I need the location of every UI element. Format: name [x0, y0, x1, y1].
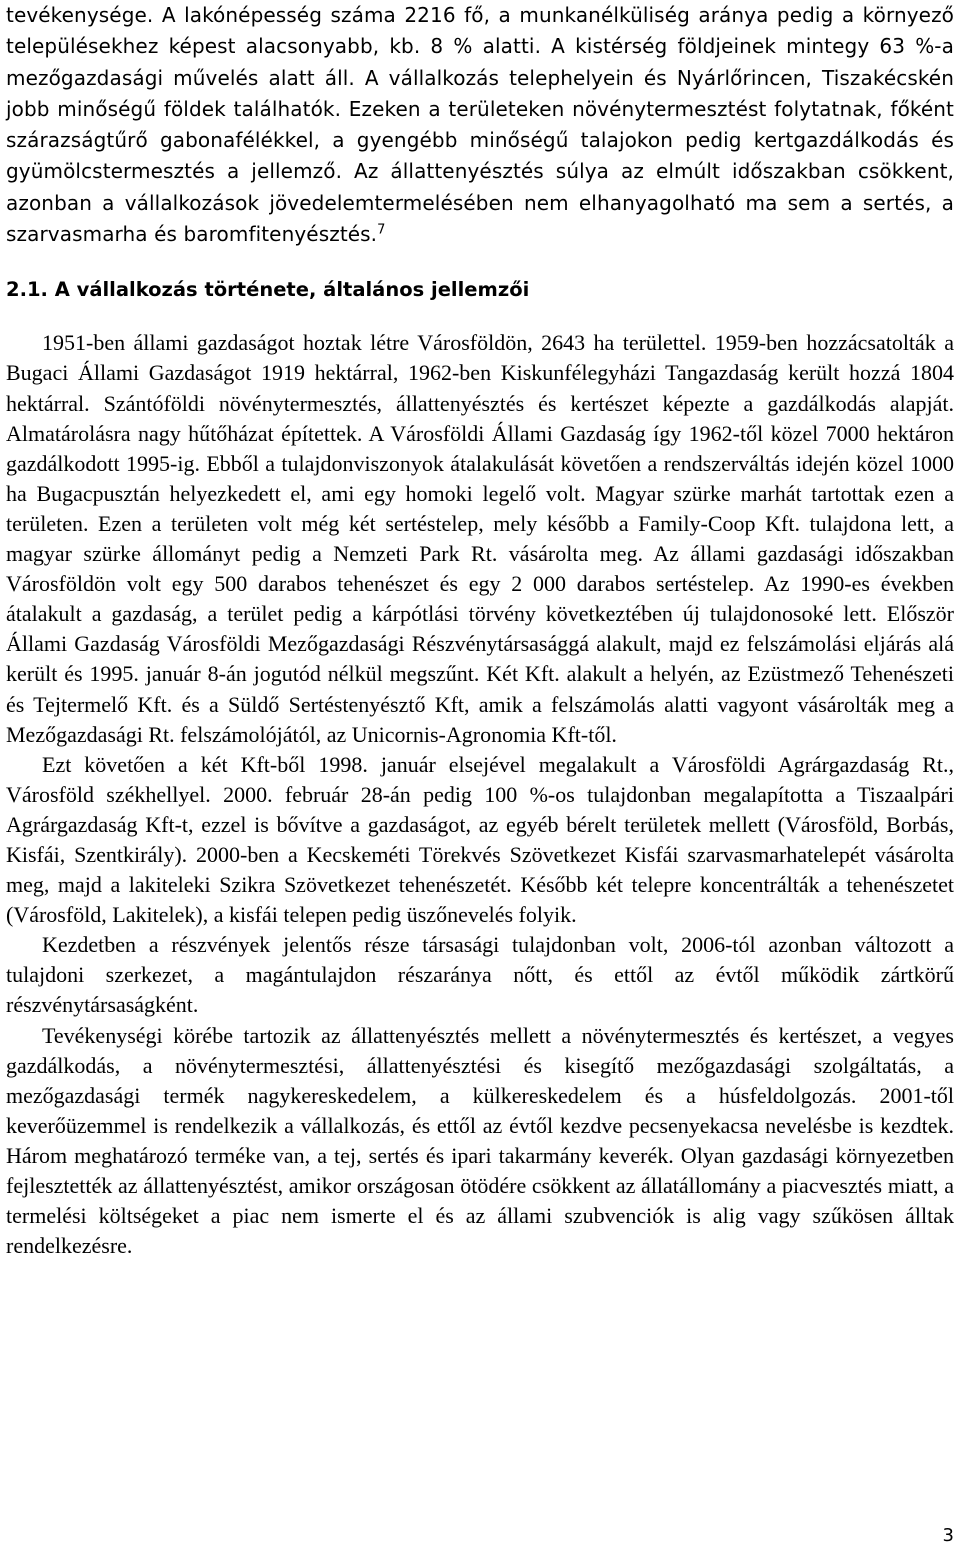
body-paragraph: Tevékenységi körébe tartozik az állattenyésztés mellett a növénytermesztés és kertészet, a vegyes gazdálkodás, a növénytermesztési, állattenyésztési és kisegítő mezőgazdasági szolgáltatás, a mezőgazdasági termék nagykereskedelem, a külkereskedelem és a húsfeldolgozás. 2001-től keverőüzemmel is rendelkezik a vállalkozás, és ettől az évtől kezdve pecsenyekacsa nevelésbe is kezdtek. Három meghatározó terméke van, a tej, sertés és ipari takarmány keverék. Olyan gazdasági környezetben fejlesztették az állattenyésztést, amikor országosan ötödére csökkent az állatállomány a piacvesztés miatt, a termelési költségeket a piac nem ismerte el és az állami szubvenciók is alig vagy szűkösen álltak rendelkezésre. — [6, 1022, 954, 1259]
intro-paragraph — [6, 0, 954, 250]
body-paragraph: Ezt követően a két Kft-ből 1998. január elsejével megalakult a Városföldi Agrárgazdaság Rt., Városföld székhellyel. 2000. február 28-án pedig 100 %-os tulajdonban megalapította a Tiszaalpári Agrárgazdaság Kft-t, ezzel is bővítve a gazdaságot, az egyéb bérelt területek mellett (Városföld, Borbás, Kisfái, Szentkirály). 2000-ben a Kecskeméti Törekvés Szövetkezet Kisfái szarvasmarhatelepét vásárolta meg, majd a lakiteleki Szikra Szövetkezet tehenészetét. Később két telepre koncentrálták a tehenészetet (Városföld, Lakitelek), a kisfái telepen pedig üszőnevelés folyik. — [6, 751, 954, 928]
intro-paragraph-text: tevékenysége. A lakónépesség száma 2216 fő, a munkanélküliség aránya pedig a környező településekhez képest alacsonyabb, kb. 8 % alatti. A kistérség földjeinek mintegy 63 %-a mezőgazdasági művelés alatt áll. A vállalkozás telephelyein és Nyárlőrincen, Tiszakécskén jobb minőségű földek találhatók. Ezeken a területeken növénytermesztést folytatnak, főként szárazságtűrő gabonafélékkel, a gyengébb minőségű talajokon pedig kertgazdálkodás és gyümölcstermesztés a jellemző. Az állattenyésztés súlya az elmúlt időszakban csökkent, azonban a vállalkozások jövedelemtermelésében nem elhanyagolható ma sem a sertés, a szarvasmarha és baromfitenyésztés. — [6, 3, 954, 247]
page-number: 3 — [942, 1525, 954, 1546]
body-paragraph: 1951-ben állami gazdaságot hoztak létre Városföldön, 2643 ha területtel. 1959-ben hozzácsatolták a Bugaci Állami Gazdaságot 1919 hektárral, 1962-ben Kiskunfélegyházi Tangazdaság került hozzá 1804 hektárral. Szántóföldi növénytermesztés, állattenyésztés és kertészet képezte a gazdálkodás alapját. Almatárolásra nagy hűtőházat építettek. A Városföldi Állami Gazdaság így 1962-től közel 7000 hektáron gazdálkodott 1995-ig. Ebből a tulajdonviszonyok átalakulását követően a rendszerváltás idején közel 1000 ha Bugacpusztán helyezkedett el, ami egy homoki legelő volt. Magyar szürke marhát tartottak ezen a területen. Ezen a területen volt még két sertéstelep, mely később a Family-Coop Kft. tulajdona lett, a magyar szürke állományt pedig a Nemzeti Park Rt. vásárolta meg. Az állami gazdasági időszakban Városföldön volt egy 500 darabos tehenészet és egy 2 000 darabos sertéstelep. Az 1990-es években átalakult a gazdaság, a terület pedig a kárpótlási törvény következtében új tulajdonosoké lett. Először Állami Gazdaság Városföldi Mezőgazdasági Részvénytársasággá alakult, majd ez felszámolási eljárás alá került és 1995. január 8-án jogutód nélkül megszűnt. Két Kft. alakult a helyén, az Ezüstmező Tehenészeti és Tejtermelő Kft. és a Süldő Sertéstenyésztő Kft, amik a felszámolás alatti vagyont vásárolták meg a Mezőgazdasági Rt. felszámolójától, az Unicornis-Agronomia Kft-től. — [6, 330, 954, 747]
footnote-reference: 7 — [377, 222, 386, 238]
body-paragraph: Kezdetben a részvények jelentős része társasági tulajdonban volt, 2006-tól azonban változott a tulajdoni szerkezet, a magántulajdon részaránya nőtt, és ettől az évtől működik zártkörű részvénytársaságként. — [6, 932, 954, 1018]
section-heading: 2.1. A vállalkozás története, általános jellemzői — [6, 278, 530, 302]
document-page — [6, 0, 954, 1261]
